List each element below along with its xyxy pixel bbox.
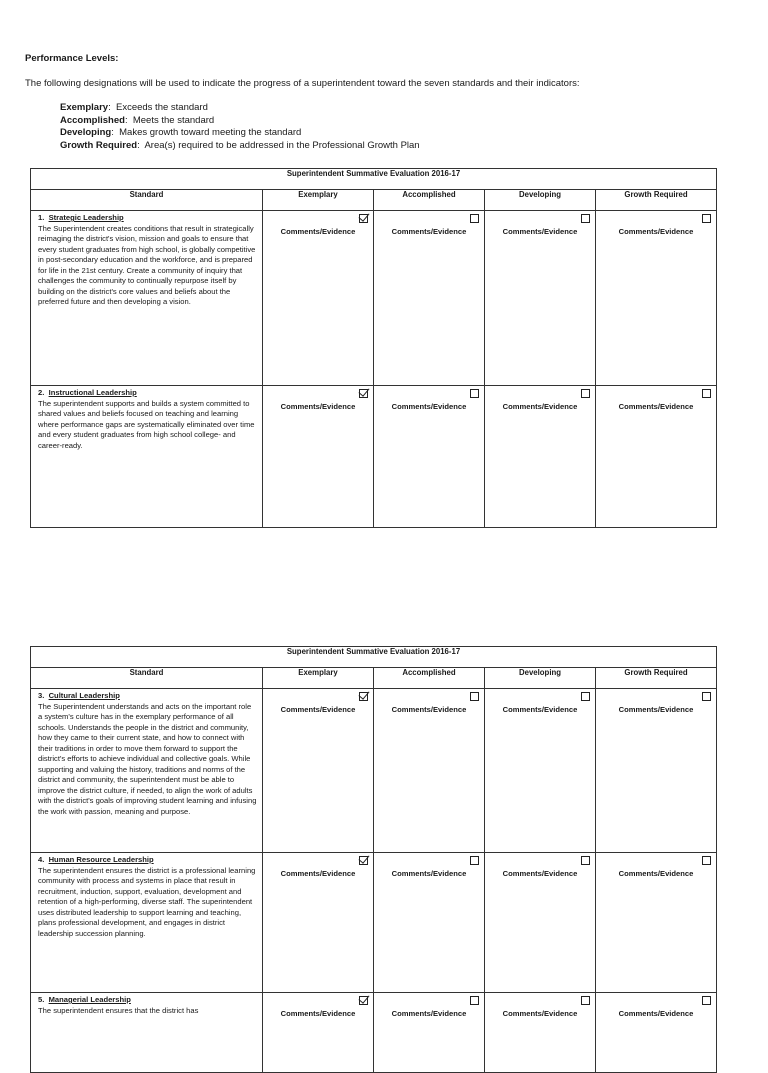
growth-required-cell[interactable]	[596, 689, 717, 853]
col-accomplished: Accomplished	[374, 668, 485, 689]
standard-cell	[31, 211, 263, 386]
performance-levels-heading: Performance Levels:	[25, 53, 119, 64]
standard-row	[31, 993, 717, 1073]
intro-text: The following designations will be used to indicate the progress of a superintendent toward the seven standards and their indicators:	[25, 78, 580, 89]
level-item: Accomplished: Meets the standard	[60, 114, 215, 126]
developing-cell[interactable]	[485, 689, 596, 853]
checkbox[interactable]	[702, 214, 711, 223]
checkbox[interactable]	[581, 692, 590, 701]
exemplary-cell[interactable]	[263, 386, 374, 528]
level-item: Growth Required: Area(s) required to be addressed in the Professional Growth Plan	[60, 139, 420, 151]
standard-desc: The superintendent ensures the district is a professional learning community with process and systems in place that result in recruitment, induction, support, evaluation, development and retention of a high-performing, diverse staff. The superintendent uses distributed leadership to support learning and teaching, plans professional development, and engages in district leadership succession planning.	[38, 865, 256, 938]
comments-label: Comments/Evidence	[391, 1009, 467, 1018]
checkbox-checked[interactable]	[359, 214, 368, 223]
standard-desc: The superintendent supports and builds a system committed to shared values and beliefs focused on teaching and learning where performance gaps are systematically eliminated over time and every student graduates from high school college- and career-ready.	[38, 398, 255, 450]
comments-label: Comments/Evidence	[618, 869, 694, 878]
exemplary-cell[interactable]	[263, 853, 374, 993]
growth-required-cell[interactable]	[596, 211, 717, 386]
developing-cell[interactable]	[485, 853, 596, 993]
checkbox[interactable]	[581, 856, 590, 865]
standard-name: 2. Instructional Leadership	[38, 388, 137, 397]
col-standard: Standard	[31, 668, 263, 689]
growth-required-cell[interactable]	[596, 853, 717, 993]
checkbox[interactable]	[581, 389, 590, 398]
level-item: Exemplary: Exceeds the standard	[60, 102, 208, 113]
col-exemplary: Exemplary	[263, 190, 374, 211]
comments-label: Comments/Evidence	[502, 869, 578, 878]
standard-cell	[31, 993, 263, 1073]
standard-desc: The Superintendent understands and acts on the important role a system's culture has in the exemplary performance of all schools. Understands the people in the district and community, how they came to their current state, and how to connect with their traditions in order to move them forward to support the district's efforts to achieve individual and collective goals. While supporting and valuing the history, traditions and norms of the district and community, the superintendent must be able to improve the district culture, if needed, to align the work of adults with the district's goals of improving student learning and infusing the work with passion, meaning and purpose.	[38, 701, 257, 816]
accomplished-cell[interactable]	[374, 689, 485, 853]
comments-label: Comments/Evidence	[618, 227, 694, 236]
checkbox-checked[interactable]	[359, 996, 368, 1005]
comments-label: Comments/Evidence	[502, 705, 578, 714]
col-exemplary: Exemplary	[263, 668, 374, 689]
standard-desc: The superintendent ensures that the district has	[38, 1005, 199, 1015]
accomplished-cell[interactable]	[374, 386, 485, 528]
comments-label: Comments/Evidence	[618, 1009, 694, 1018]
checkbox[interactable]	[581, 214, 590, 223]
col-developing: Developing	[485, 190, 596, 211]
comments-label: Comments/Evidence	[618, 705, 694, 714]
col-growth-required: Growth Required	[596, 190, 717, 211]
level-term: Growth Required	[60, 139, 138, 151]
checkbox[interactable]	[702, 692, 711, 701]
exemplary-cell[interactable]	[263, 689, 374, 853]
comments-label: Comments/Evidence	[391, 402, 467, 411]
checkbox[interactable]	[470, 214, 479, 223]
standard-name: 1. Strategic Leadership	[38, 213, 124, 222]
checkbox[interactable]	[702, 389, 711, 398]
checkbox[interactable]	[702, 856, 711, 865]
standard-cell	[31, 689, 263, 853]
col-accomplished: Accomplished	[374, 190, 485, 211]
level-desc: Meets the standard	[132, 114, 215, 126]
developing-cell[interactable]	[485, 211, 596, 386]
level-term: Exemplary	[60, 102, 109, 113]
accomplished-cell[interactable]	[374, 853, 485, 993]
developing-cell[interactable]	[485, 386, 596, 528]
standard-name: 4. Human Resource Leadership	[38, 855, 154, 864]
growth-required-cell[interactable]	[596, 993, 717, 1073]
standard-row	[31, 689, 717, 853]
standard-cell	[31, 386, 263, 528]
exemplary-cell[interactable]	[263, 211, 374, 386]
level-desc: Exceeds the standard	[115, 102, 208, 113]
comments-label: Comments/Evidence	[618, 402, 694, 411]
col-developing: Developing	[485, 668, 596, 689]
exemplary-cell[interactable]	[263, 993, 374, 1073]
checkbox[interactable]	[702, 996, 711, 1005]
level-term: Developing	[60, 127, 112, 138]
checkbox-checked[interactable]	[359, 856, 368, 865]
levels-list	[60, 102, 420, 152]
level-desc: Area(s) required to be addressed in the Professional Growth Plan	[144, 139, 420, 151]
comments-label: Comments/Evidence	[502, 227, 578, 236]
comments-label: Comments/Evidence	[280, 227, 356, 236]
comments-label: Comments/Evidence	[391, 705, 467, 714]
standard-name: 5. Managerial Leadership	[38, 995, 131, 1004]
checkbox[interactable]	[470, 996, 479, 1005]
checkbox[interactable]	[581, 996, 590, 1005]
evaluation-table-2	[30, 646, 717, 1073]
standard-name: 3. Cultural Leadership	[38, 691, 120, 700]
developing-cell[interactable]	[485, 993, 596, 1073]
level-term: Accomplished	[60, 114, 125, 126]
comments-label: Comments/Evidence	[502, 1009, 578, 1018]
comments-label: Comments/Evidence	[391, 227, 467, 236]
comments-label: Comments/Evidence	[280, 1009, 356, 1018]
accomplished-cell[interactable]	[374, 993, 485, 1073]
table-title: Superintendent Summative Evaluation 2016-17	[31, 169, 717, 190]
accomplished-cell[interactable]	[374, 211, 485, 386]
level-item: Developing: Makes growth toward meeting the standard	[60, 127, 302, 138]
comments-label: Comments/Evidence	[280, 705, 356, 714]
standard-row	[31, 211, 717, 386]
standard-row	[31, 853, 717, 993]
col-standard: Standard	[31, 190, 263, 211]
comments-label: Comments/Evidence	[391, 869, 467, 878]
table-title: Superintendent Summative Evaluation 2016-17	[31, 647, 717, 668]
checkbox[interactable]	[470, 856, 479, 865]
evaluation-table-1	[30, 168, 717, 528]
comments-label: Comments/Evidence	[280, 869, 356, 878]
comments-label: Comments/Evidence	[502, 402, 578, 411]
growth-required-cell[interactable]	[596, 386, 717, 528]
standard-row	[31, 386, 717, 528]
checkbox[interactable]	[470, 389, 479, 398]
standard-cell	[31, 853, 263, 993]
level-desc: Makes growth toward meeting the standard	[119, 127, 302, 138]
checkbox-checked[interactable]	[359, 692, 368, 701]
standard-desc: The Superintendent creates conditions that result in strategically reimaging the district's vision, mission and goals to ensure that every student graduates from high school, is globally competitive in post-secondary education and the workforce, and is prepared for life in the 21st century. Create a community of inquiry that challenges the community to continually repurpose itself by building on the district's core values and beliefs about the preferred future and then developing a vision.	[38, 223, 256, 306]
col-growth-required: Growth Required	[596, 668, 717, 689]
comments-label: Comments/Evidence	[280, 402, 356, 411]
checkbox-checked[interactable]	[359, 389, 368, 398]
checkbox[interactable]	[470, 692, 479, 701]
